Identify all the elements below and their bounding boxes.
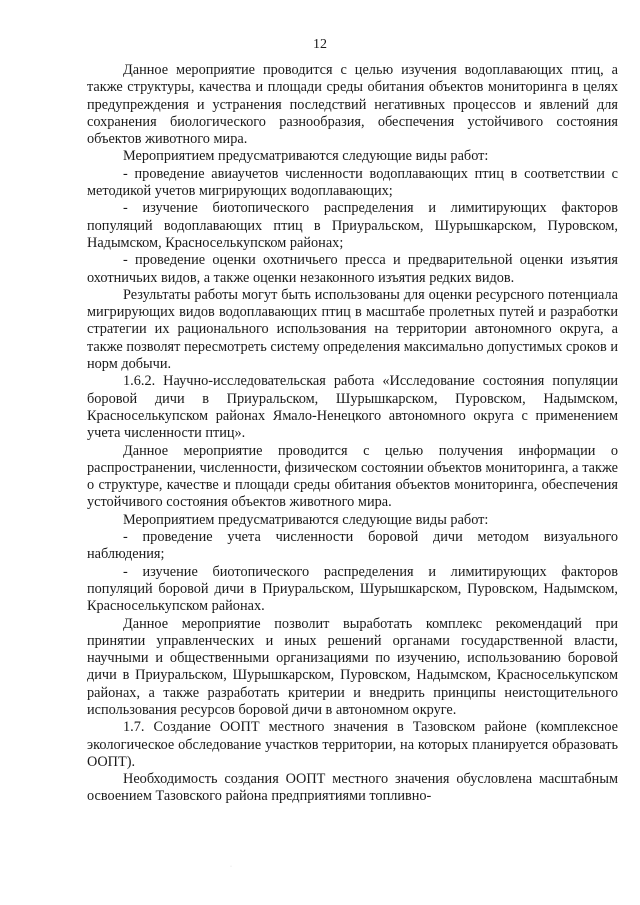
list-item: - изучение биотопического распределения и лимитирующих факторов популяций боровой дичи в Приуральском, Шурышкарском, Пуровском, Надымском, Красноселькупском районах. [87, 563, 618, 615]
section-heading-1-6-2: 1.6.2. Научно-исследовательская работа «Исследование состояния популяции боровой дичи в Приуральском, Шурышкарском, Пуровском, Надымском, Красноселькупском районах Ямало-Ненецкого автономного округа с применением учета численности птиц». [87, 373, 618, 442]
list-item: - проведение учета численности боровой дичи методом визуального наблюдения; [87, 529, 618, 563]
paragraph: Мероприятием предусматриваются следующие виды работ: [123, 148, 489, 165]
document-body [87, 62, 618, 806]
list-item: - проведение оценки охотничьего пресса и предварительной оценки изъятия охотничьих видов, а также оценки незаконного изъятия редких видов. [87, 252, 618, 286]
paragraph: Мероприятием предусматриваются следующие виды работ: [123, 511, 489, 528]
paragraph: Результаты работы могут быть использованы для оценки ресурсного потенциала мигрирующих видов водоплавающих птиц в масштабе пролетных путей и разработки стратегии их рационального использования на территории автономного округа, а также позволят пересмотреть систему определения максимально допустимых сроков и норм добычи. [87, 286, 618, 373]
paragraph: Данное мероприятие проводится с целью получения информации о распространении, численности, физическом состоянии объектов мониторинга, а также о структуре, качестве и площади среды обитания объектов мониторинга, обеспечения устойчивого состояния объектов животного мира. [87, 442, 618, 511]
scan-mark: · [230, 864, 232, 870]
paragraph: Данное мероприятие проводится с целью изучения водоплавающих птиц, а также структуры, качества и площади среды обитания объектов мониторинга в целях предупреждения и устранения последствий негативных процессов и явлений для сохранения биологического разнообразия, обеспечения устойчивого состояния объектов животного мира. [87, 62, 618, 148]
section-heading-1-7: 1.7. Создание ООПТ местного значения в Тазовском районе (комплексное экологическое обследование участков территории, на которых планируется образовать ООПТ). [87, 719, 618, 770]
page-number: 12 [313, 37, 327, 52]
paragraph: Необходимость создания ООПТ местного значения обусловлена масштабным освоением Тазовского района предприятиями топливно- [87, 771, 618, 805]
paragraph: Данное мероприятие позволит выработать комплекс рекомендаций при принятии управленческих и иных решений органами государственной власти, научными и общественными организациями по изучению, использованию боровой дичи в Приуральском, Шурышкарском, Пуровском, Надымском, Красноселькупском районах, а также разработать критерии и внедрить принципы неистощительного использования ресурсов боровой дичи в автономном округе. [87, 615, 618, 718]
list-item: - проведение авиаучетов численности водоплавающих птиц в соответствии с методикой учетов мигрирующих водоплавающих; [87, 165, 618, 200]
list-item: - изучение биотопического распределения и лимитирующих факторов популяций водоплавающих птиц в Приуральском, Шурышкарском, Пуровском, Надымском, Красноселькупском районах; [87, 200, 618, 251]
